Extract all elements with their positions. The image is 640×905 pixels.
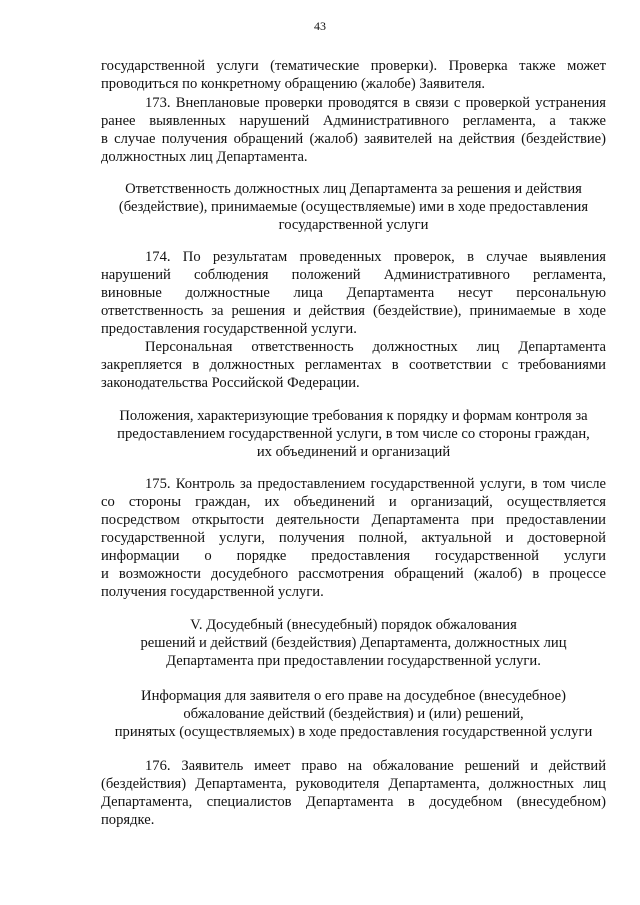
paragraph-line: законодательства Российской Федерации.: [101, 375, 360, 391]
section-heading-line: предоставлением государственной услуги, в том числе со стороны граждан,: [117, 426, 590, 442]
section-heading-line: Ответственность должностных лиц Департамента за решения и действия: [125, 181, 582, 197]
paragraph-line: проводиться по конкретному обращению (жалобе) Заявителя.: [101, 76, 486, 92]
paragraph-line: нарушений соблюдения положений Административного регламента,: [101, 267, 606, 283]
paragraph-line: государственной услуги, получения полной, актуальной и достоверной: [101, 530, 606, 546]
paragraph-line: Департамента, специалистов Департамента в досудебном (внесудебном): [101, 794, 606, 810]
section-heading-line: принятых (осуществляемых) в ходе предоставления государственной услуги: [114, 724, 593, 740]
page-number: 43: [314, 19, 326, 33]
section-heading-line: их объединений и организаций: [256, 444, 451, 460]
paragraph-line: порядке.: [101, 812, 155, 828]
paragraph-line: получения государственной услуги.: [101, 584, 324, 600]
paragraph-line: 173. Внеплановые проверки проводятся в связи с проверкой устранения: [145, 95, 606, 111]
paragraph-line: в случае получения обращений (жалоб) заявителей на действия (бездействие): [101, 131, 606, 147]
paragraph-line: должностных лиц Департамента.: [101, 149, 308, 165]
section-heading-line: (бездействие), принимаемые (осуществляемые) ими в ходе предоставления: [118, 199, 589, 215]
paragraph-line: информации о порядке предоставления государственной услуги: [101, 548, 606, 564]
chapter-heading-line: решений и действий (бездействия) Департамента, должностных лиц: [140, 635, 567, 651]
paragraph-line: ранее выявленных нарушений Административного регламента, а также: [101, 113, 606, 129]
paragraph-line: предоставления государственной услуги.: [101, 321, 357, 337]
paragraph-line: со стороны граждан, их объединений и организаций, осуществляется: [101, 494, 606, 510]
paragraph-line: 176. Заявитель имеет право на обжалование решений и действий: [145, 758, 606, 774]
paragraph-line: 175. Контроль за предоставлением государственной услуги, в том числе: [145, 476, 606, 492]
chapter-heading-line: Департамента при предоставлении государственной услуги.: [166, 653, 541, 669]
paragraph-line: посредством открытости деятельности Департамента при предоставлении: [101, 512, 606, 528]
chapter-heading-line: V. Досудебный (внесудебный) порядок обжалования: [190, 617, 517, 633]
section-heading-line: Информация для заявителя о его праве на досудебное (внесудебное): [141, 688, 566, 704]
paragraph-line: Персональная ответственность должностных лиц Департамента: [145, 339, 606, 355]
paragraph-line: и возможности досудебного рассмотрения обращений (жалоб) в процессе: [101, 566, 606, 582]
section-heading-line: Положения, характеризующие требования к порядку и формам контроля за: [119, 408, 588, 424]
section-heading-line: обжалование действий (бездействия) и (или) решений,: [183, 706, 524, 722]
paragraph-line: виновные должностные лица Департамента несут персональную: [101, 285, 606, 301]
section-heading-line: государственной услуги: [278, 217, 429, 233]
paragraph-line: закрепляется в должностных регламентах в соответствии с требованиями: [101, 357, 606, 373]
paragraph-line: государственной услуги (тематические проверки). Проверка также может: [101, 58, 606, 74]
paragraph-line: 174. По результатам проведенных проверок, в случае выявления: [145, 249, 606, 265]
paragraph-line: ответственность за решения и действия (бездействие), принимаемые в ходе: [101, 303, 606, 319]
paragraph-line: (бездействия) Департамента, руководителя Департамента, должностных лиц: [101, 776, 606, 792]
